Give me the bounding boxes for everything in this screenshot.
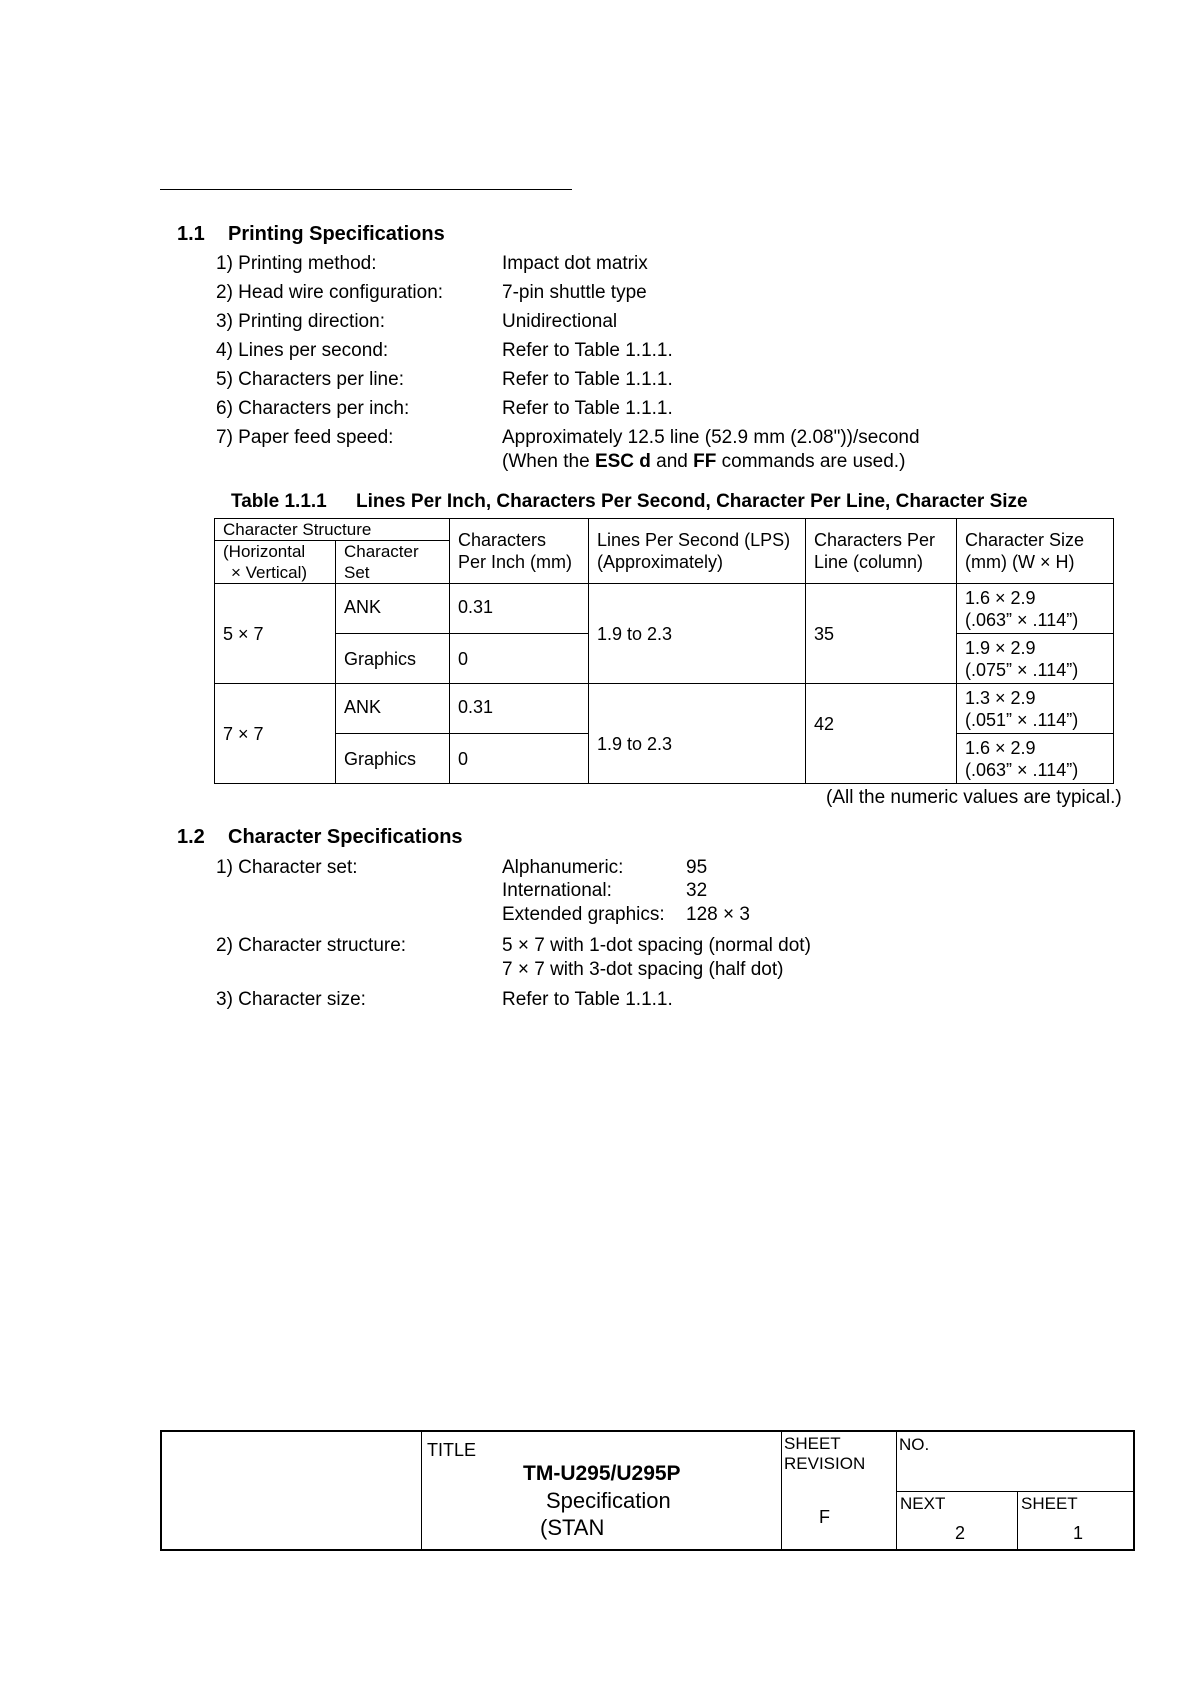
feed-note	[502, 451, 905, 473]
cell-size	[957, 584, 1114, 634]
spec-value: Refer to Table 1.1.1.	[502, 369, 673, 390]
sheet-col-label: SHEET	[1021, 1494, 1078, 1513]
cell-cpl: 35	[806, 584, 957, 684]
table-row	[215, 684, 1114, 734]
spec-value: Refer to Table 1.1.1.	[502, 340, 673, 361]
charset-count: 95	[686, 857, 708, 878]
spec-table	[214, 518, 1114, 784]
table-caption-title: Lines Per Inch, Characters Per Second, Character Per Line, Character Size	[356, 491, 1028, 512]
header-charset-line2: Set	[344, 563, 370, 582]
next-value: 2	[955, 1523, 966, 1543]
header-lps-line1: Lines Per Second (LPS)	[597, 530, 791, 550]
cell-size-mm: 1.9 × 2.9	[965, 637, 1036, 658]
section-1-1-number: 1.1	[177, 223, 205, 245]
revision-label: REVISION	[784, 1454, 866, 1473]
header-size-line2: (mm) (W × H)	[965, 552, 1075, 572]
feed-note-cmd-ff: FF	[693, 451, 717, 472]
header-cpl-line2: Line (column)	[814, 552, 924, 572]
header-cpi	[450, 519, 589, 584]
charset-count: 32	[686, 880, 708, 901]
header-charset	[336, 541, 450, 584]
sheet-value: 1	[1073, 1523, 1084, 1543]
header-cpl	[806, 519, 957, 584]
header-size	[957, 519, 1114, 584]
cell-set: Graphics	[336, 634, 450, 684]
charset-name: Alphanumeric:	[502, 857, 624, 878]
doc-title-line1: Specification	[546, 1488, 671, 1513]
cell-size-in: (.051” × .114”)	[965, 709, 1079, 730]
cell-size-in: (.063” × .114”)	[965, 759, 1079, 780]
cell-size	[957, 684, 1114, 734]
cell-set: Graphics	[336, 734, 450, 784]
charset-label: 1) Character set:	[216, 857, 358, 878]
section-1-2-title: Character Specifications	[228, 826, 463, 848]
structure-line: 5 × 7 with 1-dot spacing (normal dot)	[502, 935, 811, 956]
spec-label: 7) Paper feed speed:	[216, 427, 394, 448]
header-rule	[160, 189, 572, 190]
sheet-label: SHEET	[784, 1434, 841, 1453]
feed-note-mid: and	[650, 451, 694, 472]
spec-label: 6) Characters per inch:	[216, 398, 410, 419]
header-size-line1: Character Size	[965, 530, 1085, 550]
header-cpi-line1: Characters	[458, 530, 547, 550]
cell-cpi: 0.31	[450, 684, 589, 734]
spec-value: Approximately 12.5 line (52.9 mm (2.08"))/second	[502, 427, 920, 448]
title-block-divider	[421, 1432, 422, 1549]
cell-set: ANK	[336, 584, 450, 634]
next-label: NEXT	[900, 1494, 946, 1513]
spec-value: Refer to Table 1.1.1.	[502, 398, 673, 419]
title-label: TITLE	[427, 1440, 477, 1460]
charset-name: International:	[502, 880, 612, 901]
title-block	[160, 1430, 1135, 1551]
structure-line: 7 × 7 with 3-dot spacing (half dot)	[502, 959, 784, 980]
title-block-divider	[1017, 1491, 1018, 1549]
cell-size-mm: 1.6 × 2.9	[965, 737, 1036, 758]
header-charset-line1: Character	[344, 542, 419, 561]
cell-structure: 5 × 7	[215, 584, 336, 684]
cell-size	[957, 634, 1114, 684]
charset-count: 128 × 3	[686, 904, 750, 925]
header-lps	[589, 519, 806, 584]
size-value: Refer to Table 1.1.1.	[502, 989, 673, 1010]
charset-name: Extended graphics:	[502, 904, 665, 925]
table-caption-number: Table 1.1.1	[231, 491, 327, 512]
header-char-structure: Character Structure	[215, 519, 450, 541]
title-block-divider	[781, 1432, 782, 1549]
feed-note-post: commands are used.)	[716, 451, 906, 472]
cell-cpi: 0	[450, 734, 589, 784]
header-hv-line2: × Vertical)	[231, 563, 308, 582]
feed-note-cmd-esc-d: ESC d	[594, 451, 651, 472]
cell-lps: 1.9 to 2.3	[589, 684, 806, 784]
cell-cpl: 42	[806, 684, 957, 784]
section-1-1-title: Printing Specifications	[228, 223, 445, 245]
section-1-2-number: 1.2	[177, 826, 205, 848]
revision-value: F	[819, 1507, 830, 1527]
cell-cpi: 0	[450, 634, 589, 684]
table-row	[215, 584, 1114, 634]
model-name: TM-U295/U295P	[523, 1462, 681, 1485]
cell-cpi: 0.31	[450, 584, 589, 634]
feed-note-pre: (When the	[502, 451, 595, 472]
doc-title-line2: (STAN	[540, 1515, 605, 1540]
spec-label: 2) Head wire configuration:	[216, 282, 444, 303]
cell-size	[957, 734, 1114, 784]
cell-structure: 7 × 7	[215, 684, 336, 784]
cell-size-in: (.075” × .114”)	[965, 659, 1079, 680]
spec-value: Unidirectional	[502, 311, 618, 332]
cell-set: ANK	[336, 684, 450, 734]
title-block-divider	[896, 1491, 1133, 1492]
size-label: 3) Character size:	[216, 989, 366, 1010]
cell-size-mm: 1.3 × 2.9	[965, 687, 1036, 708]
header-hv	[215, 541, 336, 584]
header-hv-line1: (Horizontal	[223, 542, 306, 561]
header-cpl-line1: Characters Per	[814, 530, 936, 550]
table-header-row	[215, 519, 1114, 541]
cell-size-mm: 1.6 × 2.9	[965, 587, 1036, 608]
table-note: (All the numeric values are typical.)	[826, 787, 1122, 808]
cell-lps: 1.9 to 2.3	[589, 584, 806, 684]
no-label: NO.	[899, 1435, 930, 1454]
spec-label: 4) Lines per second:	[216, 340, 389, 361]
spec-label: 5) Characters per line:	[216, 369, 404, 390]
spec-value: Impact dot matrix	[502, 253, 648, 274]
spec-label: 1) Printing method:	[216, 253, 377, 274]
header-lps-line2: (Approximately)	[597, 552, 724, 572]
spec-label: 3) Printing direction:	[216, 311, 385, 332]
spec-value: 7-pin shuttle type	[502, 282, 647, 303]
cell-size-in: (.063” × .114”)	[965, 609, 1079, 630]
header-cpi-line2: Per Inch (mm)	[458, 552, 573, 572]
structure-label: 2) Character structure:	[216, 935, 407, 956]
